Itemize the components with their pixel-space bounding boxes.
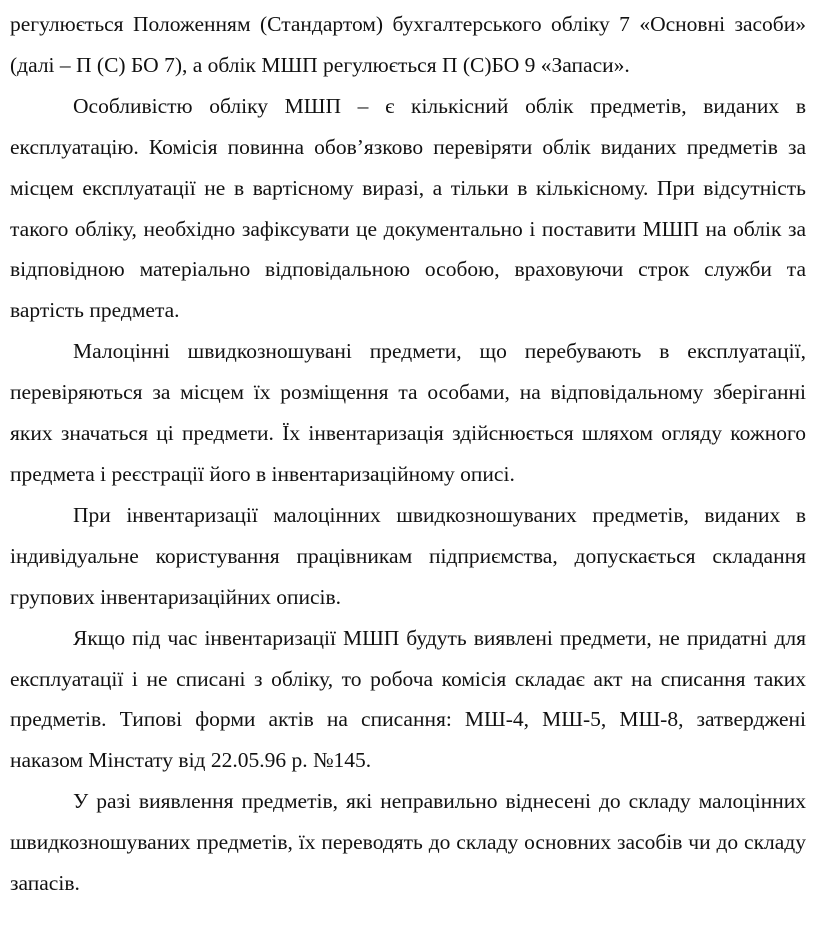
paragraph-quantitative-accounting: Особливістю обліку МШП – є кількісний облік предметів, виданих в експлуатацію. Комісія повинна обов’язково перевіряти облік виданих предметів за місцем експлуатації не в вартісному виразі, а тільки в кількісному. При відсутність такого обліку, необхідно зафіксувати це документально і поставити МШП на облік за відповідною матеріально відповідальною особою, враховуючи строк служби та вартість предмета. [10, 93, 806, 323]
paragraph-reclassification: У разі виявлення предметів, які неправильно віднесені до складу малоцінних швидкозношуваних предметів, їх переводять до складу основних засобів чи до складу запасів. [10, 789, 806, 896]
paragraph-continuation: регулюється Положенням (Стандартом) бухгалтерського обліку 7 «Основні засоби» (далі – П (С) БО 7), а облік МШП регулюється П (С)БО 9 «Запаси». [10, 12, 806, 77]
paragraph-group-inventory: При інвентаризації малоцінних швидкозношуваних предметів, виданих в індивідуальне користування працівникам підприємства, допускається складання групових інвентаризаційних описів. [10, 502, 806, 609]
paragraph-write-off-acts: Якщо під час інвентаризації МШП будуть виявлені предмети, не придатні для експлуатації і не списані з обліку, то робоча комісія складає акт на списання таких предметів. Типові форми актів на списання: МШ-4, МШ-5, МШ-8, затверджені наказом Мінстату від 22.05.96 р. №145. [10, 625, 806, 773]
paragraph-inspection-location: Малоцінні швидкозношувані предмети, що перебувають в експлуатації, перевіряються за місцем їх розміщення та особами, на відповідальному зберіганні яких значаться ці предмети. Їх інвентаризація здійснюється шляхом огляду кожного предмета і реєстрації його в інвентаризаційному описі. [10, 339, 806, 486]
